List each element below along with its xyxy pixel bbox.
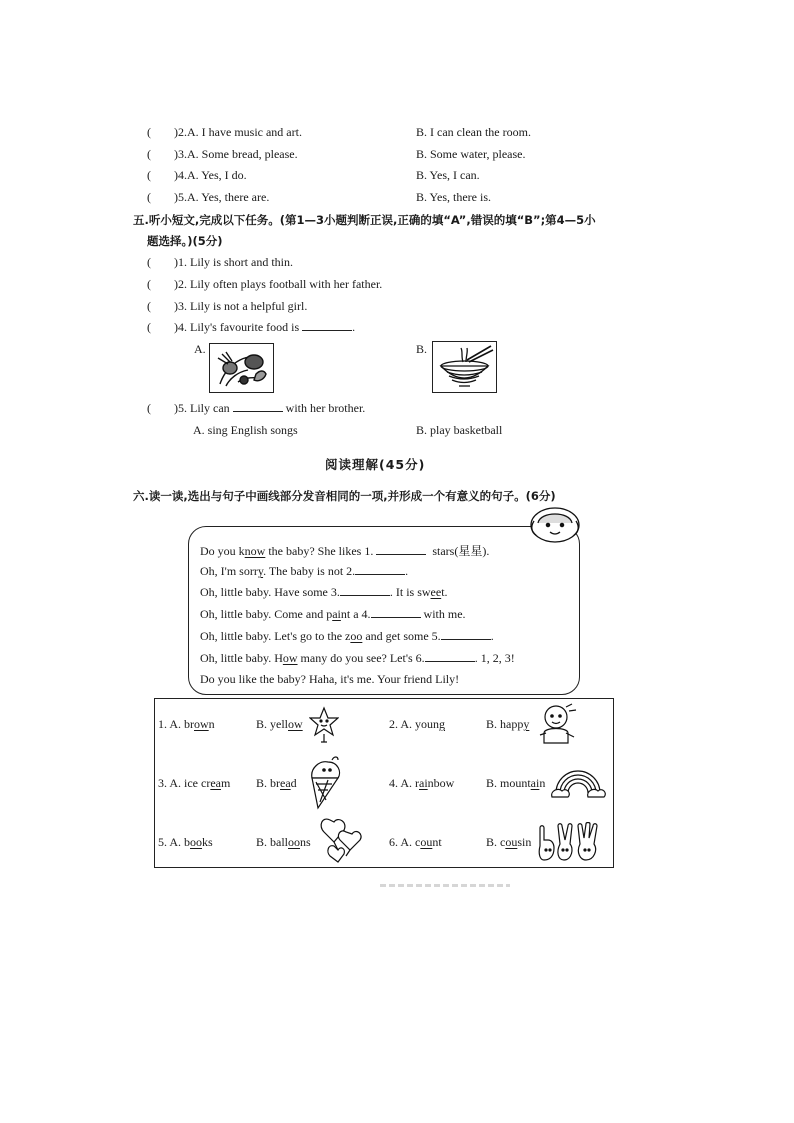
section6-heading: 六.读一读,选出与句子中画线部分发音相同的一项,并形成一个有意义的句子。(6分) [133, 489, 556, 503]
counting-hands-icon [536, 822, 608, 862]
answer-paren[interactable]: ( [147, 125, 151, 139]
option-1-a[interactable]: 1. A. brown [158, 717, 215, 731]
option-3-a[interactable]: 3. A. ice cream [158, 776, 231, 790]
noodles-image[interactable] [432, 341, 497, 393]
option-b-label: B. [416, 342, 428, 356]
option-b: B. I can clean the room. [416, 125, 531, 139]
answer-blank[interactable] [425, 651, 475, 662]
option-5-b[interactable]: B. balloons [256, 835, 311, 849]
option-b: B. Some water, please. [416, 147, 526, 161]
option-6-a[interactable]: 6. A. count [389, 835, 442, 849]
bubble-line-7: Do you like the baby? Haha, it's me. Your friend Lily! [200, 672, 460, 686]
answer-paren[interactable]: ( [147, 147, 151, 161]
answer-blank[interactable] [302, 320, 352, 331]
s5-q4: )4. Lily's favourite food is . [174, 320, 356, 334]
answer-blank[interactable] [441, 629, 491, 640]
s5-q5-option-a: A. sing English songs [193, 423, 298, 437]
option-1-b[interactable]: B. yellow [256, 717, 303, 731]
ice-cream-icon [304, 756, 346, 810]
bubble-line-4: Oh, little baby. Come and paint a 4. with me. [200, 607, 466, 621]
option-5-a[interactable]: 5. A. books [158, 835, 213, 849]
s5-q2: )2. Lily often plays football with her father. [174, 277, 383, 291]
balloons-icon [318, 816, 368, 864]
answer-paren[interactable]: ( [147, 168, 151, 182]
answer-paren[interactable]: ( [147, 190, 151, 204]
bubble-line-2: Oh, I'm sorry. The baby is not 2. . [200, 564, 409, 578]
section5-heading-cont: 题选择。)(5分) [147, 234, 223, 248]
faded-footer-mark [380, 884, 510, 887]
bubble-line-5: Oh, little baby. Let's go to the zoo and get some 5. . [200, 629, 494, 643]
answer-paren[interactable]: ( [147, 277, 151, 291]
answer-blank[interactable] [233, 401, 283, 412]
vegetables-image[interactable] [209, 343, 274, 393]
question-2: )2.A. I have music and art. [174, 125, 302, 139]
question-5: )5.A. Yes, there are. [174, 190, 270, 204]
bubble-line-6: Oh, little baby. How many do you see? Let's 6. . 1, 2, 3! [200, 651, 515, 665]
answer-paren[interactable]: ( [147, 255, 151, 269]
answer-paren[interactable]: ( [147, 320, 151, 334]
s5-q3: )3. Lily is not a helpful girl. [174, 299, 308, 313]
s5-q5-option-b: B. play basketball [416, 423, 503, 437]
option-b: B. Yes, I can. [416, 168, 480, 182]
option-b: B. Yes, there is. [416, 190, 492, 204]
option-a-label: A. [194, 342, 206, 356]
option-2-a[interactable]: 2. A. young [389, 717, 446, 731]
rainbow-icon [550, 763, 606, 801]
bubble-line-3: Oh, little baby. Have some 3. . It is sweet. [200, 585, 448, 599]
option-2-b[interactable]: B. happy [486, 717, 530, 731]
s5-q1: )1. Lily is short and thin. [174, 255, 293, 269]
baby-icon [536, 703, 578, 747]
s5-q5: )5. Lily can with her brother. [174, 401, 366, 415]
option-4-b[interactable]: B. mountain [486, 776, 546, 790]
answer-paren[interactable]: ( [147, 401, 151, 415]
question-4: )4.A. Yes, I do. [174, 168, 247, 182]
bubble-line-1: Do you know the baby? She likes 1. stars(星星). [200, 544, 490, 558]
answer-blank[interactable] [355, 564, 405, 575]
question-3: )3.A. Some bread, please. [174, 147, 298, 161]
answer-blank[interactable] [371, 607, 421, 618]
star-icon [309, 706, 339, 744]
reading-section-title: 阅读理解(45分) [325, 457, 426, 472]
girl-face-icon [528, 505, 582, 545]
answer-blank[interactable] [376, 544, 426, 555]
answer-blank[interactable] [340, 585, 390, 596]
option-3-b[interactable]: B. bread [256, 776, 297, 790]
section5-heading: 五.听小短文,完成以下任务。(第1—3小题判断正误,正确的填“A”,错误的填“B”;第4—5小 [133, 213, 596, 227]
option-6-b[interactable]: B. cousin [486, 835, 532, 849]
option-4-a[interactable]: 4. A. rainbow [389, 776, 455, 790]
answer-paren[interactable]: ( [147, 299, 151, 313]
